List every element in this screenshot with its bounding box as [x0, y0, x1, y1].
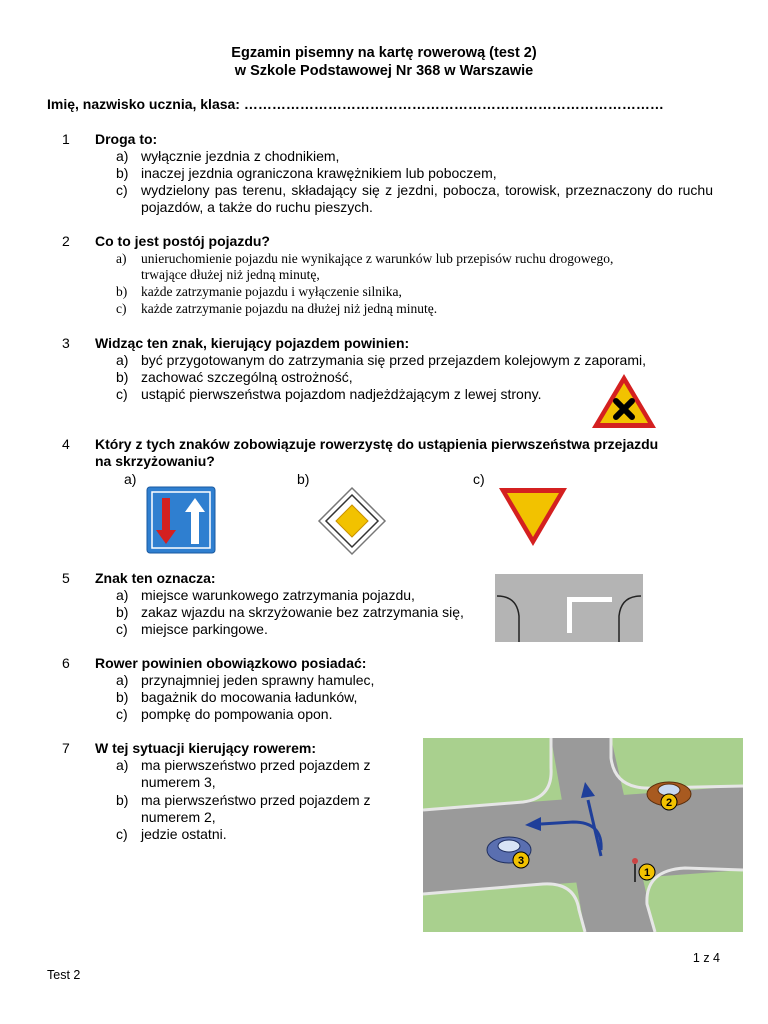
question-text: Droga to: [95, 131, 158, 147]
option-text: ma pierwszeństwo przed pojazdem z [141, 792, 371, 808]
option-label: c) [116, 182, 128, 198]
option-4c-label: c) [473, 471, 485, 487]
vehicle-number-3: 3 [517, 855, 525, 867]
priority-over-oncoming-sign-icon [146, 486, 216, 554]
question-number: 3 [62, 335, 70, 351]
option-text: miejsce parkingowe. [141, 621, 268, 637]
option-label: a) [116, 251, 127, 266]
option-label: a) [116, 587, 129, 603]
question-text: Co to jest postój pojazdu? [95, 233, 270, 249]
option-label: a) [116, 148, 129, 164]
option-text: inaczej jezdnia ograniczona krawężnikiem lub poboczem, [141, 165, 497, 181]
vehicle-number-2: 2 [665, 797, 673, 809]
option-text: zachować szczególną ostrożność, [141, 369, 353, 385]
school-name: w Szkole Podstawowej Nr 368 w Warszawie [234, 63, 534, 79]
question-text: Rower powinien obowiązkowo posiadać: [95, 655, 367, 671]
option-text: wydzielony pas terenu, składający się z jezdni, pobocza, torowisk, przeznaczony do ruchu pojazdów, a także do ruchu pieszych. [141, 182, 713, 215]
question-number: 6 [62, 655, 70, 671]
option-4b-label: b) [297, 471, 310, 487]
exam-title: Egzamin pisemny na kartę rowerową (test 2) [231, 45, 537, 61]
option-text: każde zatrzymanie pojazdu i wyłączenie silnika, [141, 284, 402, 299]
question-text: Widząc ten znak, kierujący pojazdem powinien: [95, 335, 410, 351]
option-label: c) [116, 386, 128, 402]
question-text: Który z tych znaków zobowiązuje rowerzystę do ustąpienia pierwszeństwa przejazdu [95, 436, 659, 452]
option-text: jedzie ostatni. [141, 826, 227, 842]
option-label: a) [116, 352, 129, 368]
option-text: każde zatrzymanie pojazdu na dłużej niż jedną minutę. [141, 301, 438, 316]
intersection-illustration [423, 738, 743, 932]
option-text: miejsce warunkowego zatrzymania pojazdu, [141, 587, 415, 603]
option-text-continued: numerem 2, [141, 809, 216, 825]
question-number: 1 [62, 131, 70, 147]
page-number: 1 z 4 [692, 951, 720, 965]
option-label: b) [116, 369, 129, 385]
option-label: a) [116, 672, 129, 688]
option-label: a) [116, 757, 129, 773]
option-text: bagażnik do mocowania ładunków, [141, 689, 358, 705]
option-text: ma pierwszeństwo przed pojazdem z [141, 757, 371, 773]
question-number: 2 [62, 233, 70, 249]
question-number: 7 [62, 740, 70, 756]
option-label: c) [116, 826, 128, 842]
question-text-continued: na skrzyżowaniu? [95, 453, 215, 469]
question-number: 5 [62, 570, 70, 586]
option-text: ustąpić pierwszeństwa pojazdom nadjeżdżającym z lewej strony. [141, 386, 542, 402]
option-text: pompkę do pompowania opon. [141, 706, 333, 722]
student-name-line: Imię, nazwisko ucznia, klasa: ……………………………………………………………………………… [47, 96, 664, 112]
option-4a-label: a) [124, 471, 137, 487]
option-label: c) [116, 706, 128, 722]
option-text: przynajmniej jeden sprawny hamulec, [141, 672, 375, 688]
option-label: b) [116, 689, 129, 705]
question-text: W tej sytuacji kierujący rowerem: [95, 740, 316, 756]
main-road-sign-icon [317, 486, 387, 556]
footer-label: Test 2 [47, 968, 81, 982]
option-label: c) [116, 621, 128, 637]
option-label: b) [116, 792, 129, 808]
give-way-sign-icon [497, 486, 569, 548]
option-label: c) [116, 301, 127, 316]
question-text: Znak ten oznacza: [95, 570, 216, 586]
option-text: wyłącznie jezdnia z chodnikiem, [141, 148, 340, 164]
option-label: b) [116, 604, 129, 620]
question-number: 4 [62, 436, 70, 452]
option-text-continued: trwające dłużej niż jedną minutę, [141, 267, 320, 282]
vehicle-number-1: 1 [643, 867, 651, 879]
stop-line-marking-icon [495, 574, 643, 642]
option-text: zakaz wjazdu na skrzyżowanie bez zatrzymania się, [141, 604, 464, 620]
option-text: być przygotowanym do zatrzymania się przed przejazdem kolejowym z zaporami, [141, 352, 646, 368]
option-text-continued: numerem 3, [141, 774, 216, 790]
option-text: unieruchomienie pojazdu nie wynikające z warunków lub przepisów ruchu drogowego, [141, 251, 614, 266]
option-label: b) [116, 284, 128, 299]
option-label: b) [116, 165, 129, 181]
warning-crossroads-sign-icon [589, 371, 659, 431]
